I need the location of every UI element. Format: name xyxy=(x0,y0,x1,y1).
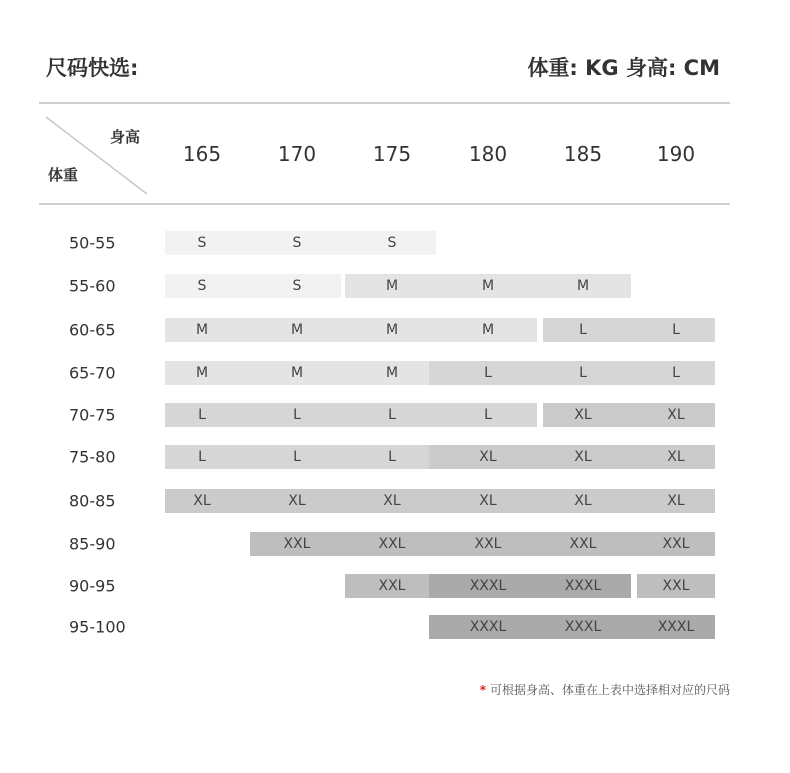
row-label-80-85: 80-85 xyxy=(69,491,116,511)
footnote-star: * xyxy=(479,683,486,697)
size-cell: L xyxy=(579,322,587,338)
size-cell: M xyxy=(481,322,495,338)
size-cell: XXXL xyxy=(564,619,602,635)
row-label-65-70: 65-70 xyxy=(69,363,116,383)
size-cell: XXL xyxy=(378,578,406,594)
size-cell: XXL xyxy=(662,536,690,552)
size-cell: M xyxy=(385,278,399,294)
size-cell: XL xyxy=(383,493,401,509)
size-cell: XXXL xyxy=(657,619,695,635)
size-cell: M xyxy=(385,322,399,338)
size-cell: S xyxy=(387,235,397,251)
size-cell: M xyxy=(576,278,590,294)
corner-weight-label: 体重 xyxy=(48,166,79,184)
size-cell: L xyxy=(484,365,492,381)
row-label-85-90: 85-90 xyxy=(69,534,116,554)
footnote-text: 可根据身高、体重在上表中选择相对应的尺码 xyxy=(489,683,730,697)
size-cell: L xyxy=(293,449,301,465)
size-cell: XXL xyxy=(283,536,311,552)
size-cell: XL xyxy=(574,493,592,509)
size-cell: XXL xyxy=(378,536,406,552)
size-cell: L xyxy=(672,365,680,381)
row-label-50-55: 50-55 xyxy=(69,233,116,253)
size-cell: XL xyxy=(288,493,306,509)
size-cell: L xyxy=(198,407,206,423)
size-cell: S xyxy=(197,278,207,294)
column-header-165: 165 xyxy=(182,142,222,166)
corner-height-label: 身高 xyxy=(110,128,141,146)
size-band xyxy=(165,489,715,513)
column-header-175: 175 xyxy=(372,142,412,166)
size-cell: XL xyxy=(667,407,685,423)
column-header-185: 185 xyxy=(563,142,603,166)
size-cell: L xyxy=(672,322,680,338)
size-cell: S xyxy=(292,278,302,294)
size-cell: XXL xyxy=(662,578,690,594)
size-cell: L xyxy=(484,407,492,423)
size-cell: L xyxy=(293,407,301,423)
size-cell: S xyxy=(292,235,302,251)
size-cell: XXL xyxy=(474,536,502,552)
size-cell: M xyxy=(481,278,495,294)
size-cell: XL xyxy=(574,407,592,423)
column-header-180: 180 xyxy=(468,142,508,166)
page-title: 尺码快选: xyxy=(46,56,139,80)
size-cell: S xyxy=(197,235,207,251)
column-header-190: 190 xyxy=(656,142,696,166)
footnote xyxy=(480,681,730,698)
size-cell: XL xyxy=(479,449,497,465)
size-cell: XXXL xyxy=(469,578,507,594)
size-cell: M xyxy=(195,322,209,338)
size-cell: M xyxy=(290,365,304,381)
size-cell: XL xyxy=(667,493,685,509)
size-cell: XL xyxy=(667,449,685,465)
row-label-75-80: 75-80 xyxy=(69,447,116,467)
size-cell: XL xyxy=(479,493,497,509)
row-label-95-100: 95-100 xyxy=(69,617,126,637)
size-cell: L xyxy=(198,449,206,465)
size-cell: M xyxy=(385,365,399,381)
row-label-70-75: 70-75 xyxy=(69,405,116,425)
size-cell: XL xyxy=(193,493,211,509)
units-label: 体重: KG 身高: CM xyxy=(527,56,720,80)
size-cell: L xyxy=(388,449,396,465)
size-cell: XL xyxy=(574,449,592,465)
size-cell: XXXL xyxy=(564,578,602,594)
row-label-55-60: 55-60 xyxy=(69,276,116,296)
size-cell: XXXL xyxy=(469,619,507,635)
row-label-60-65: 60-65 xyxy=(69,320,116,340)
column-header-170: 170 xyxy=(277,142,317,166)
size-cell: L xyxy=(388,407,396,423)
size-cell: L xyxy=(579,365,587,381)
row-label-90-95: 90-95 xyxy=(69,576,116,596)
size-cell: XXL xyxy=(569,536,597,552)
size-cell: M xyxy=(195,365,209,381)
size-cell: M xyxy=(290,322,304,338)
